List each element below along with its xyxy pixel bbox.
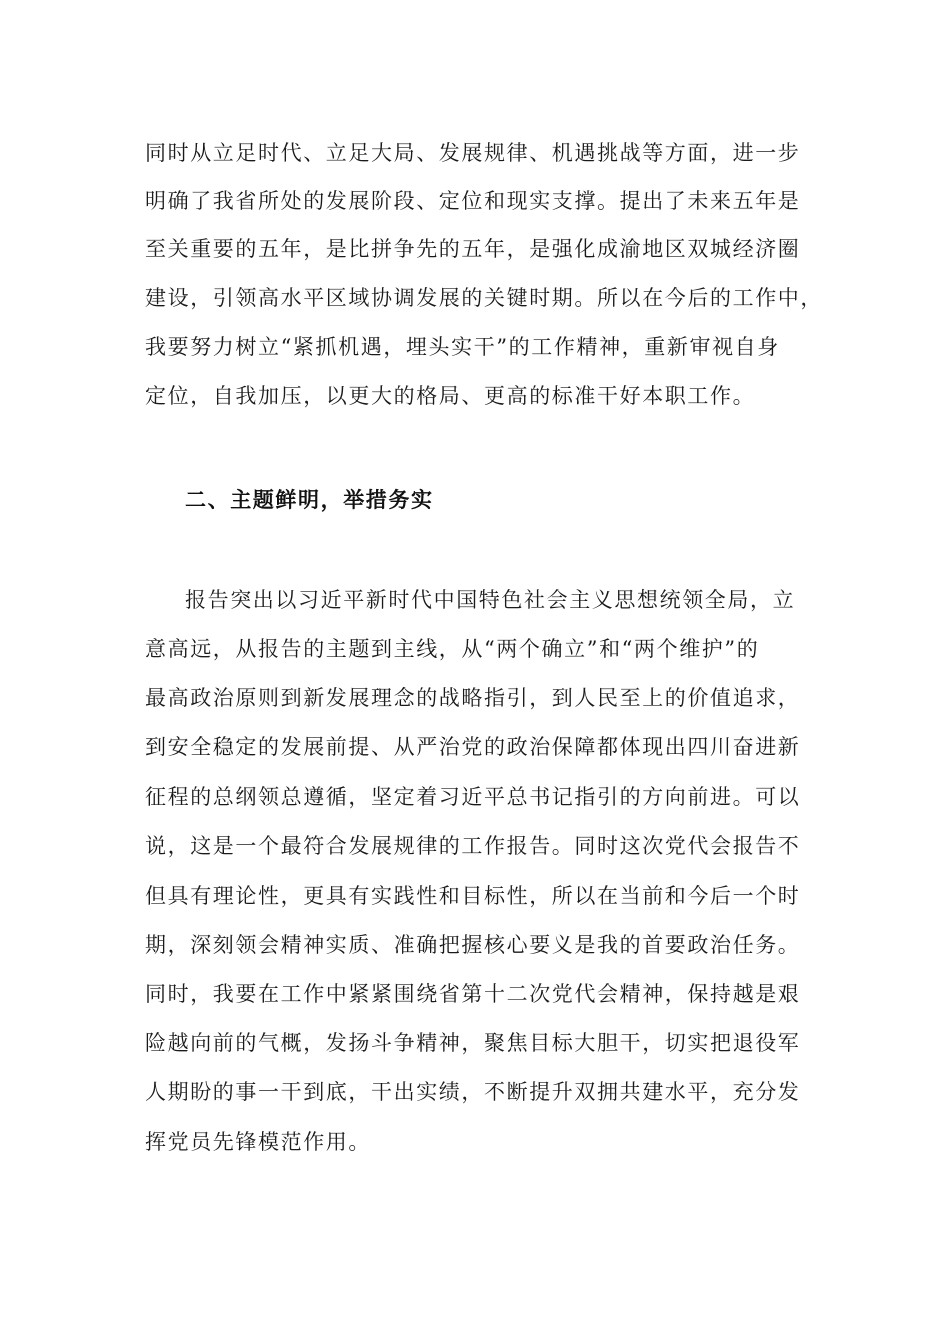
paragraph-2-line-10: 险越向前的气概，发扬斗争精神，聚焦目标大胆干，切实把退役军 — [145, 1031, 801, 1055]
paragraph-1-line-6: 定位，自我加压，以更大的格局、更高的标准干好本职工作。 — [145, 384, 756, 408]
paragraph-2-line-7: 但具有理论性，更具有实践性和目标性，所以在当前和今后一个时 — [145, 884, 801, 908]
paragraph-2-line-11: 人期盼的事一干到底，干出实绩，不断提升双拥共建水平，充分发 — [145, 1080, 801, 1104]
paragraph-2-line-1: 报告突出以习近平新时代中国特色社会主义思想统领全局，立 — [185, 588, 796, 612]
paragraph-2-line-6: 说，这是一个最符合发展规律的工作报告。同时这次党代会报告不 — [145, 834, 801, 858]
paragraph-2-line-2: 意高远，从报告的主题到主线，从“两个确立”和“两个维护”的 — [145, 637, 760, 661]
paragraph-2-line-3: 最高政治原则到新发展理念的战略指引，到人民至上的价值追求， — [145, 686, 801, 710]
paragraph-1-line-1: 同时从立足时代、立足大局、发展规律、机遇挑战等方面，进一步 — [145, 141, 801, 165]
section-heading: 二、主题鲜明，举措务实 — [185, 488, 434, 512]
paragraph-2-line-4: 到安全稳定的发展前提、从严治党的政治保障都体现出四川奋进新 — [145, 735, 801, 759]
paragraph-2-line-12: 挥党员先锋模范作用。 — [145, 1130, 371, 1154]
paragraph-1-line-2: 明确了我省所处的发展阶段、定位和现实支撑。提出了未来五年是 — [145, 189, 801, 213]
paragraph-2-line-5: 征程的总纲领总遵循，坚定着习近平总书记指引的方向前进。可以 — [145, 785, 801, 809]
paragraph-1-line-4: 建设，引领高水平区域协调发展的关键时期。所以在今后的工作中， — [145, 286, 823, 310]
paragraph-2-line-8: 期，深刻领会精神实质、准确把握核心要义是我的首要政治任务。 — [145, 933, 801, 957]
paragraph-2-line-9: 同时，我要在工作中紧紧围绕省第十二次党代会精神，保持越是艰 — [145, 982, 801, 1006]
paragraph-1-line-5: 我要努力树立“紧抓机遇，埋头实干”的工作精神，重新审视自身 — [145, 335, 780, 359]
paragraph-1-line-3: 至关重要的五年，是比拼争先的五年，是强化成渝地区双城经济圈 — [145, 237, 801, 261]
